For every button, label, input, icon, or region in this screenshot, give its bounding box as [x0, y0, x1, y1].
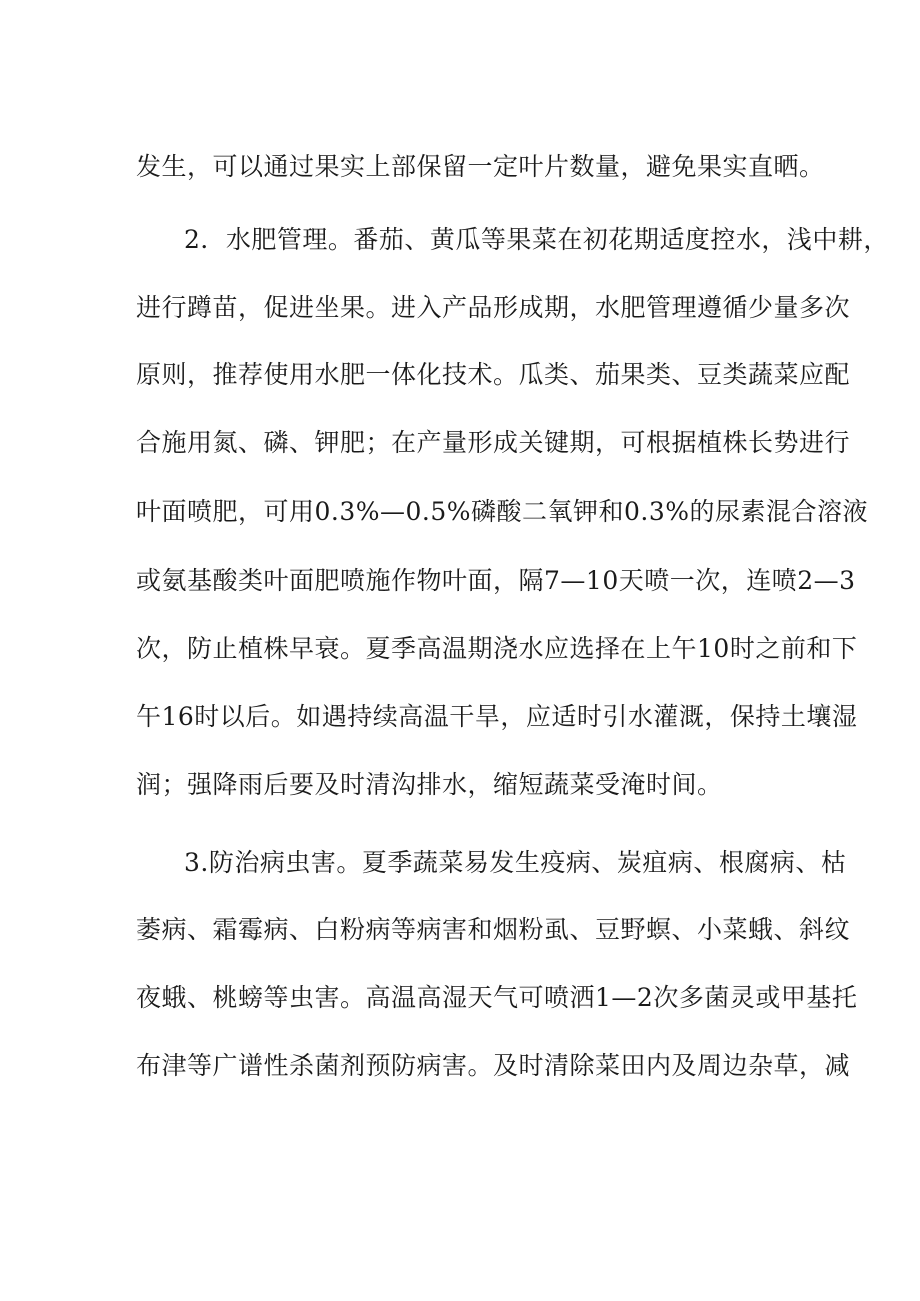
paragraph-pest-control-line-4: 布津等广谱性杀菌剂预防病害。及时清除菜田内及周边杂草，减 — [136, 1051, 851, 1080]
paragraph-water-fertilizer-line-2: 进行蹲苗，促进坐果。进入产品形成期，水肥管理遵循少量多次 — [136, 293, 851, 322]
paragraph-water-fertilizer-line-3: 原则，推荐使用水肥一体化技术。瓜类、茄果类、豆类蔬菜应配 — [136, 360, 851, 389]
paragraph-water-fertilizer-line-6: 或氨基酸类叶面肥喷施作物叶面，隔7—10天喷一次，连喷2—3 — [136, 566, 856, 595]
paragraph-water-fertilizer-line-4: 合施用氮、磷、钾肥；在产量形成关键期，可根据植株长势进行 — [136, 428, 851, 457]
paragraph-pest-control-line-3: 夜蛾、桃螃等虫害。高温高湿天气可喷洒1—2次多菌灵或甲基托 — [136, 983, 858, 1012]
paragraph-water-fertilizer-line-8: 午16时以后。如遇持续高温干旱，应适时引水灌溉，保持土壤湿 — [136, 702, 858, 731]
paragraph-pest-control-line-2: 萎病、霜霉病、白粉病等病害和烟粉虱、豆野螟、小菜蛾、斜纹 — [136, 915, 851, 944]
paragraph-water-fertilizer-line-5: 叶面喷肥，可用0.3%—0.5%磷酸二氧钾和0.3%的尿素混合溶液 — [136, 497, 869, 526]
paragraph-pest-control-line-1: 3.防治病虫害。夏季蔬菜易发生疫病、炭疽病、根腐病、枯 — [184, 848, 847, 877]
paragraph-water-fertilizer-line-1: 2．水肥管理。番茄、黄瓜等果菜在初花期适度控水，浅中耕， — [184, 225, 889, 254]
paragraph-water-fertilizer-line-7: 次，防止植株早衰。夏季高温期浇水应选择在上午10时之前和下 — [136, 634, 858, 663]
paragraph-intro-line-1: 发生，可以通过果实上部保留一定叶片数量，避免果实直晒。 — [136, 152, 825, 181]
paragraph-water-fertilizer-line-9: 润；强降雨后要及时清沟排水，缩短蔬菜受淹时间。 — [136, 770, 723, 799]
